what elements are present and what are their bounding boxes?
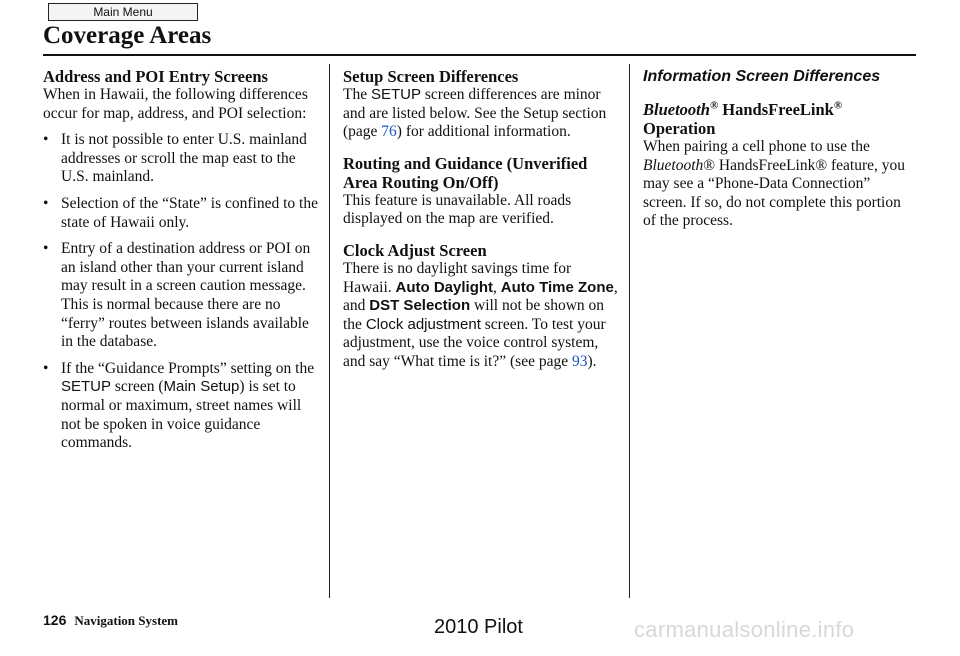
list-item: • Selection of the “State” is confined to the state of Hawaii only. xyxy=(43,194,318,231)
page-link-93[interactable]: 93 xyxy=(571,352,588,370)
column-1 xyxy=(43,67,321,461)
section-heading-bluetooth: Bluetooth® HandsFreeLink® Operation xyxy=(643,99,843,138)
setup-term: SETUP xyxy=(61,378,112,396)
section-heading-setup: Setup Screen Differences xyxy=(343,67,519,86)
site-watermark: carmanualsonline.info xyxy=(634,617,855,642)
page-number: 126 xyxy=(43,612,67,628)
section-intro: When in Hawaii, the following differences occur for map, address, and POI selection: xyxy=(43,86,308,122)
column-divider-1 xyxy=(329,64,330,598)
list-item: • Entry of a destination address or POI on an island other than your current island may result in a screen caution message. This is normal because there are no “ferry” routes between islands available in the database. xyxy=(43,240,311,351)
page-footer xyxy=(43,612,178,629)
section-heading-routing: Routing and Guidance (Unverified Area Routing On/Off) xyxy=(343,153,588,192)
differences-list xyxy=(43,131,321,453)
page-title: Coverage Areas xyxy=(43,22,212,49)
footer-label: Navigation System xyxy=(74,613,178,628)
bluetooth-paragraph: When pairing a cell phone to use the Bluetooth® HandsFreeLink® feature, you may see a “Phone-Data Connection” screen. If so, do not complete this portion of the process. xyxy=(643,138,906,230)
list-item: • If the “Guidance Prompts” setting on the SETUP screen (Main Setup) is set to normal or maximum, street names will not be spoken in voice guidance commands. xyxy=(43,359,315,452)
clock-paragraph: There is no daylight savings time for Hawaii. Auto Daylight, Auto Time Zone, and DST Selection will not be shown on the Clock adjustment screen. To test your adjustment, use the voice control system, and say “What time is it?” (see page 93). xyxy=(343,259,618,370)
column-divider-2 xyxy=(629,64,630,598)
main-setup-term: Main Setup xyxy=(163,378,240,396)
column-2 xyxy=(343,67,621,372)
list-item: • It is not possible to enter U.S. mainland addresses or scroll the map east to the U.S. mainland. xyxy=(43,131,307,186)
model-watermark: 2010 Pilot xyxy=(434,616,523,638)
header-rule xyxy=(43,54,916,56)
page-link-76[interactable]: 76 xyxy=(381,123,397,141)
column-3 xyxy=(643,67,915,231)
section-heading-clock: Clock Adjust Screen xyxy=(343,240,487,260)
routing-paragraph: This feature is unavailable. All roads displayed on the map are verified. xyxy=(343,191,572,228)
section-heading-address-poi: Address and POI Entry Screens xyxy=(43,67,268,86)
main-menu-button[interactable]: Main Menu xyxy=(48,3,198,21)
setup-paragraph: The SETUP screen differences are minor and are listed below. See the Setup section (page 76) for additional information. xyxy=(343,86,607,141)
section-heading-information: Information Screen Differences xyxy=(643,68,881,85)
